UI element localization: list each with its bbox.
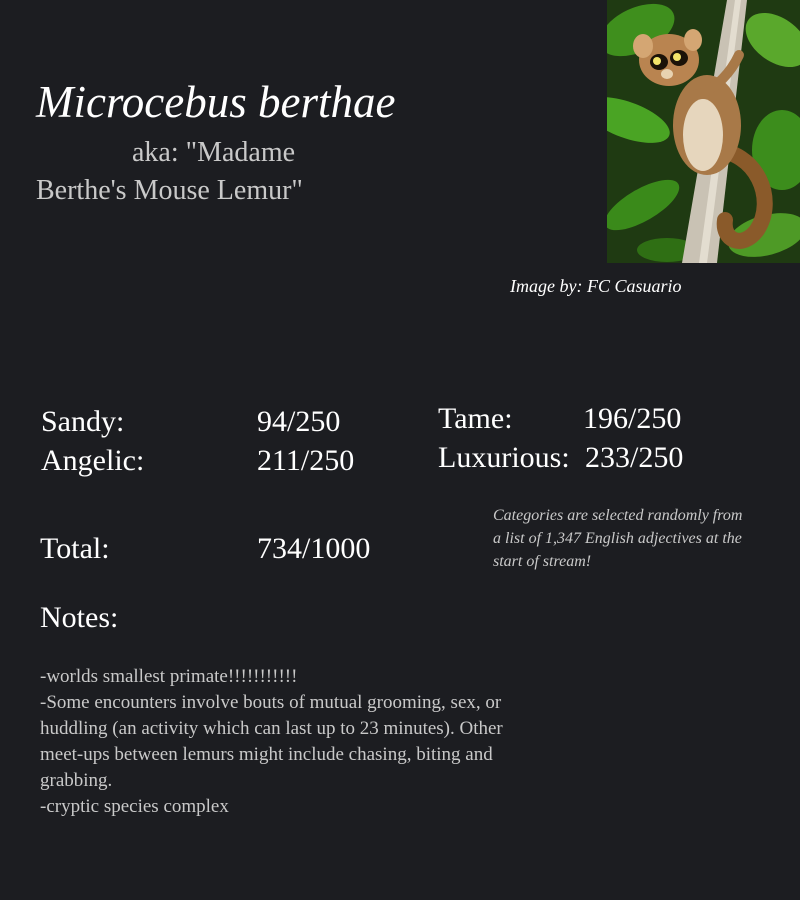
stat-value-angelic: 211/250 <box>257 444 355 477</box>
stat-value-luxurious: 233/250 <box>585 441 684 474</box>
common-name-line-1: aka: "Madame <box>132 137 296 168</box>
stat-label-total: Total: <box>40 532 110 565</box>
stat-value-tame: 196/250 <box>583 402 682 435</box>
note-item: -cryptic species complex <box>40 796 229 817</box>
lemur-illustration <box>607 0 800 263</box>
image-credit: Image by: FC Casuario <box>510 276 682 296</box>
stat-value-total: 734/1000 <box>257 532 371 565</box>
common-name-line-2: Berthe's Mouse Lemur" <box>36 175 303 206</box>
stat-value-sandy: 94/250 <box>257 405 341 438</box>
lemur-photo <box>607 0 800 263</box>
common-name <box>36 134 366 210</box>
note-item: -worlds smallest primate!!!!!!!!!!! <box>40 666 298 687</box>
stat-label-angelic: Angelic: <box>41 444 145 477</box>
stat-label-sandy: Sandy: <box>41 405 125 438</box>
categories-footnote: Categories are selected randomly from a list of 1,347 English adjectives at the start of stream! <box>493 507 743 570</box>
notes-heading: Notes: <box>40 601 119 634</box>
stat-label-tame: Tame: <box>438 402 513 435</box>
notes-list <box>40 664 510 820</box>
stat-label-luxurious: Luxurious: <box>438 441 570 474</box>
species-name: Microcebus berthae <box>36 77 396 127</box>
note-item: -Some encounters involve bouts of mutual grooming, sex, or huddling (an activity which can last up to 23 minutes). Other meet-ups between lemurs might include chasing, biting and grabbing. <box>40 692 503 791</box>
